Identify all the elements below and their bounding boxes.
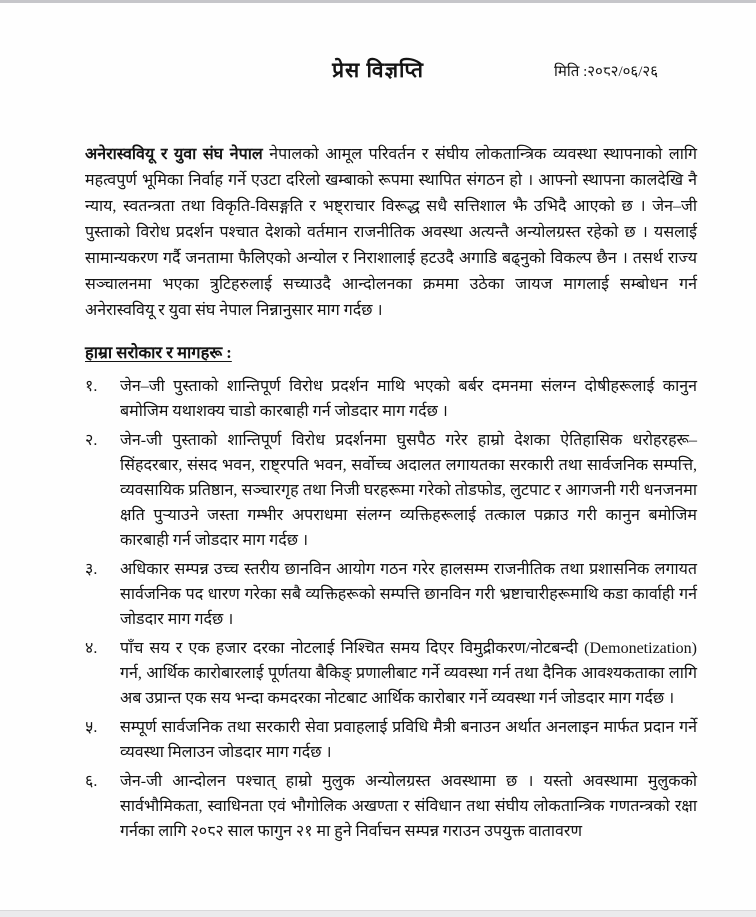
item-text: जेन-जी पुस्ताको शान्तिपूर्ण विरोध प्रदर्शनमा घुसपैठ गरेर हाम्रो देशका ऐतिहासिक धरोहरहरू– सिंहदरबार, संसद भवन, राष्ट्रपति भवन, सर्वोच्च अदालत लगायतका सरकारी तथा सार्वजनिक सम्पत्ति, व्यवसायिक प्रतिष्ठान, सञ्चारगृह तथा निजी घरहरूमा गरेको तोडफोड, लुटपाट र आगजनी गरी धनजनमा क्षति पुऱ्याउने जस्ता गम्भीर अपराधमा संलग्न व्यक्तिहरूलाई तत्काल पक्राउ गरी कानुन बमोजिम कारबाही गर्न जोडदार माग गर्दछ ।: [120, 432, 697, 549]
item-number: ३.: [85, 561, 98, 578]
intro-text: नेपालको आमूल परिवर्तन र संघीय लोकतान्त्रिक व्यवस्था स्थापनाको लागि महत्वपुर्ण भूमिका निर्वाह गर्ने एउटा दरिलो खम्बाको रूपमा स्थापित संगठन हो । आफ्नो स्थापना कालदेखि नै न्याय, स्वतन्त्रता तथा विकृति-विसङ्गति र भष्ट्राचार विरूद्ध सधै सत्तिशाल झै उभिदै आएको छ । जेन–जी पुस्ताको विरोध प्रदर्शन पश्चात देशको वर्तमान राजनीतिक अवस्था अत्यन्तै अन्योलग्रस्त रहेको छ । यसलाई सामान्यकरण गर्दै जनतामा फैलिएको अन्योल र निराशालाई हटउदै अगाडि बढ्नुको विकल्प छैन । तसर्थ राज्य सञ्चालनमा भएका त्रुटिहरुलाई सच्याउदै आन्दोलनका क्रममा उठेका जायज मागलाई सम्बोधन गर्न अनेरास्ववियू र युवा संघ नेपाल निन्नानुसार माग गर्दछ ।: [85, 146, 697, 319]
document-header: [0, 0, 756, 84]
item-text: जेन-जी आन्दोलन पश्चात् हाम्रो मुलुक अन्योलग्रस्त अवस्थामा छ । यस्तो अवस्थामा मुलुकको सार्वभौमिकता, स्वाधिनता एवं भौगोलिक अखण्ता र संविधान तथा संघीय लोकतान्त्रिक गणतन्त्रको रक्षा गर्नका लागि २०८२ साल फागुन २१ मा हुने निर्वाचन सम्पन्न गराउन उपयुक्त वातावरण: [120, 773, 697, 840]
item-number: १.: [85, 378, 98, 395]
item-number: ६.: [85, 773, 98, 790]
list-item: [85, 636, 697, 711]
demands-list: [85, 374, 697, 844]
list-item: [85, 374, 697, 424]
item-text: पाँच सय र एक हजार दरका नोटलाई निश्चित समय दिएर विमुद्रीकरण/नोटबन्दी (Demonetization) गर्न, आर्थिक कारोबारलाई पूर्णतया बैकिङ् प्रणालीबाट गर्ने व्यवस्था गर्न तथा दैनिक आवश्यकताका लागि अब उप्रान्त एक सय भन्दा कमदरका नोटबाट आर्थिक कारोबार गर्ने व्यवस्था गर्न जोडदार माग गर्दछ ।: [120, 640, 697, 707]
item-text: जेन–जी पुस्ताको शान्तिपूर्ण विरोध प्रदर्शन माथि भएको बर्बर दमनमा संलग्न दोषीहरूलाई कानुन बमोजिम यथाशक्य चाडो कारबाही गर्न जोडदार माग गर्दछ ।: [120, 378, 697, 420]
item-text: सम्पूर्ण सार्वजनिक तथा सरकारी सेवा प्रवाहलाई प्रविधि मैत्री बनाउन अर्थात अनलाइन मार्फत प्रदान गर्ने व्यवस्था मिलाउन जोडदार माग गर्दछ ।: [120, 719, 697, 761]
item-number: ५.: [85, 719, 98, 736]
item-text: अधिकार सम्पन्न उच्च स्तरीय छानविन आयोग गठन गरेर हालसम्म राजनीतिक तथा प्रशासनिक लगायत सार्वजनिक पद धारण गरेका सबै व्यक्तिहरूको सम्पत्ति छानविन गरी भ्रष्टाचारीहरूमाथि कडा कार्वाही गर्न जोडदार माग गर्दछ ।: [120, 561, 697, 628]
list-item: [85, 557, 697, 632]
date-line: मिति :२०८२/०६/२६: [554, 64, 658, 80]
page-title: प्रेस विज्ञप्ति: [332, 58, 424, 82]
organization-name: अनेरास्ववियू र युवा संघ नेपाल: [85, 146, 263, 163]
intro-paragraph: [85, 142, 697, 324]
scan-edge-bottom: [0, 910, 756, 917]
item-number: २.: [85, 432, 98, 449]
list-item: [85, 769, 697, 844]
list-item: [85, 428, 697, 553]
section-heading: हाम्रा सरोकार र मागहरू :: [85, 343, 232, 362]
list-item: [85, 715, 697, 765]
item-number: ४.: [85, 640, 98, 657]
document-body: [0, 142, 756, 844]
